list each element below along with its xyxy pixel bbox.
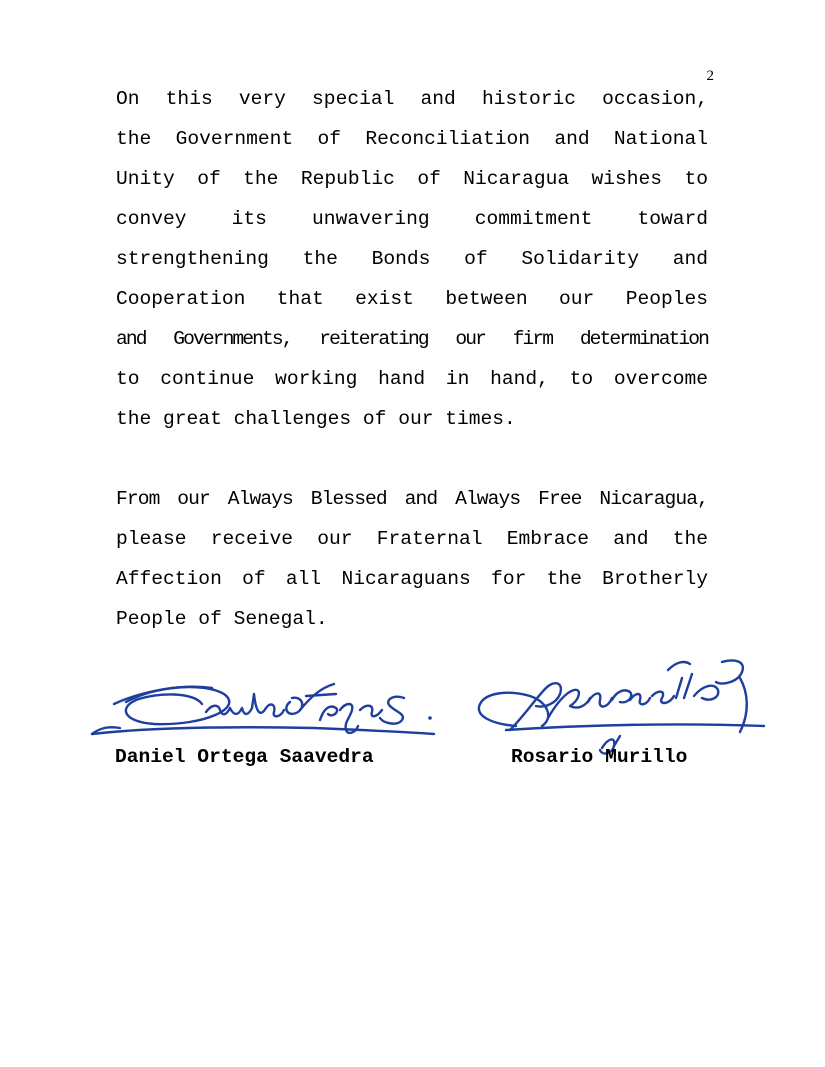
- text-line: convey its unwavering commitment toward: [116, 208, 708, 230]
- text-line: From our Always Blessed and Always Free Nicaragua,: [116, 488, 708, 510]
- text-line: and Governments, reiterating our firm determination: [116, 328, 708, 350]
- letter-body: [116, 79, 708, 679]
- signer-name-rosario-murillo: Rosario Murillo: [511, 746, 688, 768]
- page-number: 2: [706, 68, 714, 84]
- signer-name-daniel-ortega: Daniel Ortega Saavedra: [115, 746, 374, 768]
- text-line: please receive our Fraternal Embrace and the: [116, 528, 708, 550]
- text-line: to continue working hand in hand, to overcome: [116, 368, 708, 390]
- text-line: the Government of Reconciliation and National: [116, 128, 708, 150]
- text-line: strengthening the Bonds of Solidarity and: [116, 248, 708, 270]
- paragraph-commitment: [116, 79, 708, 439]
- text-line: Cooperation that exist between our Peoples: [116, 288, 708, 310]
- text-line: the great challenges of our times.: [116, 408, 516, 430]
- text-line: Affection of all Nicaraguans for the Brotherly: [116, 568, 708, 590]
- text-line: Unity of the Republic of Nicaragua wishes to: [116, 168, 708, 190]
- text-line: People of Senegal.: [116, 608, 328, 630]
- paragraph-greetings: [116, 479, 708, 639]
- text-line: On this very special and historic occasion,: [116, 88, 708, 110]
